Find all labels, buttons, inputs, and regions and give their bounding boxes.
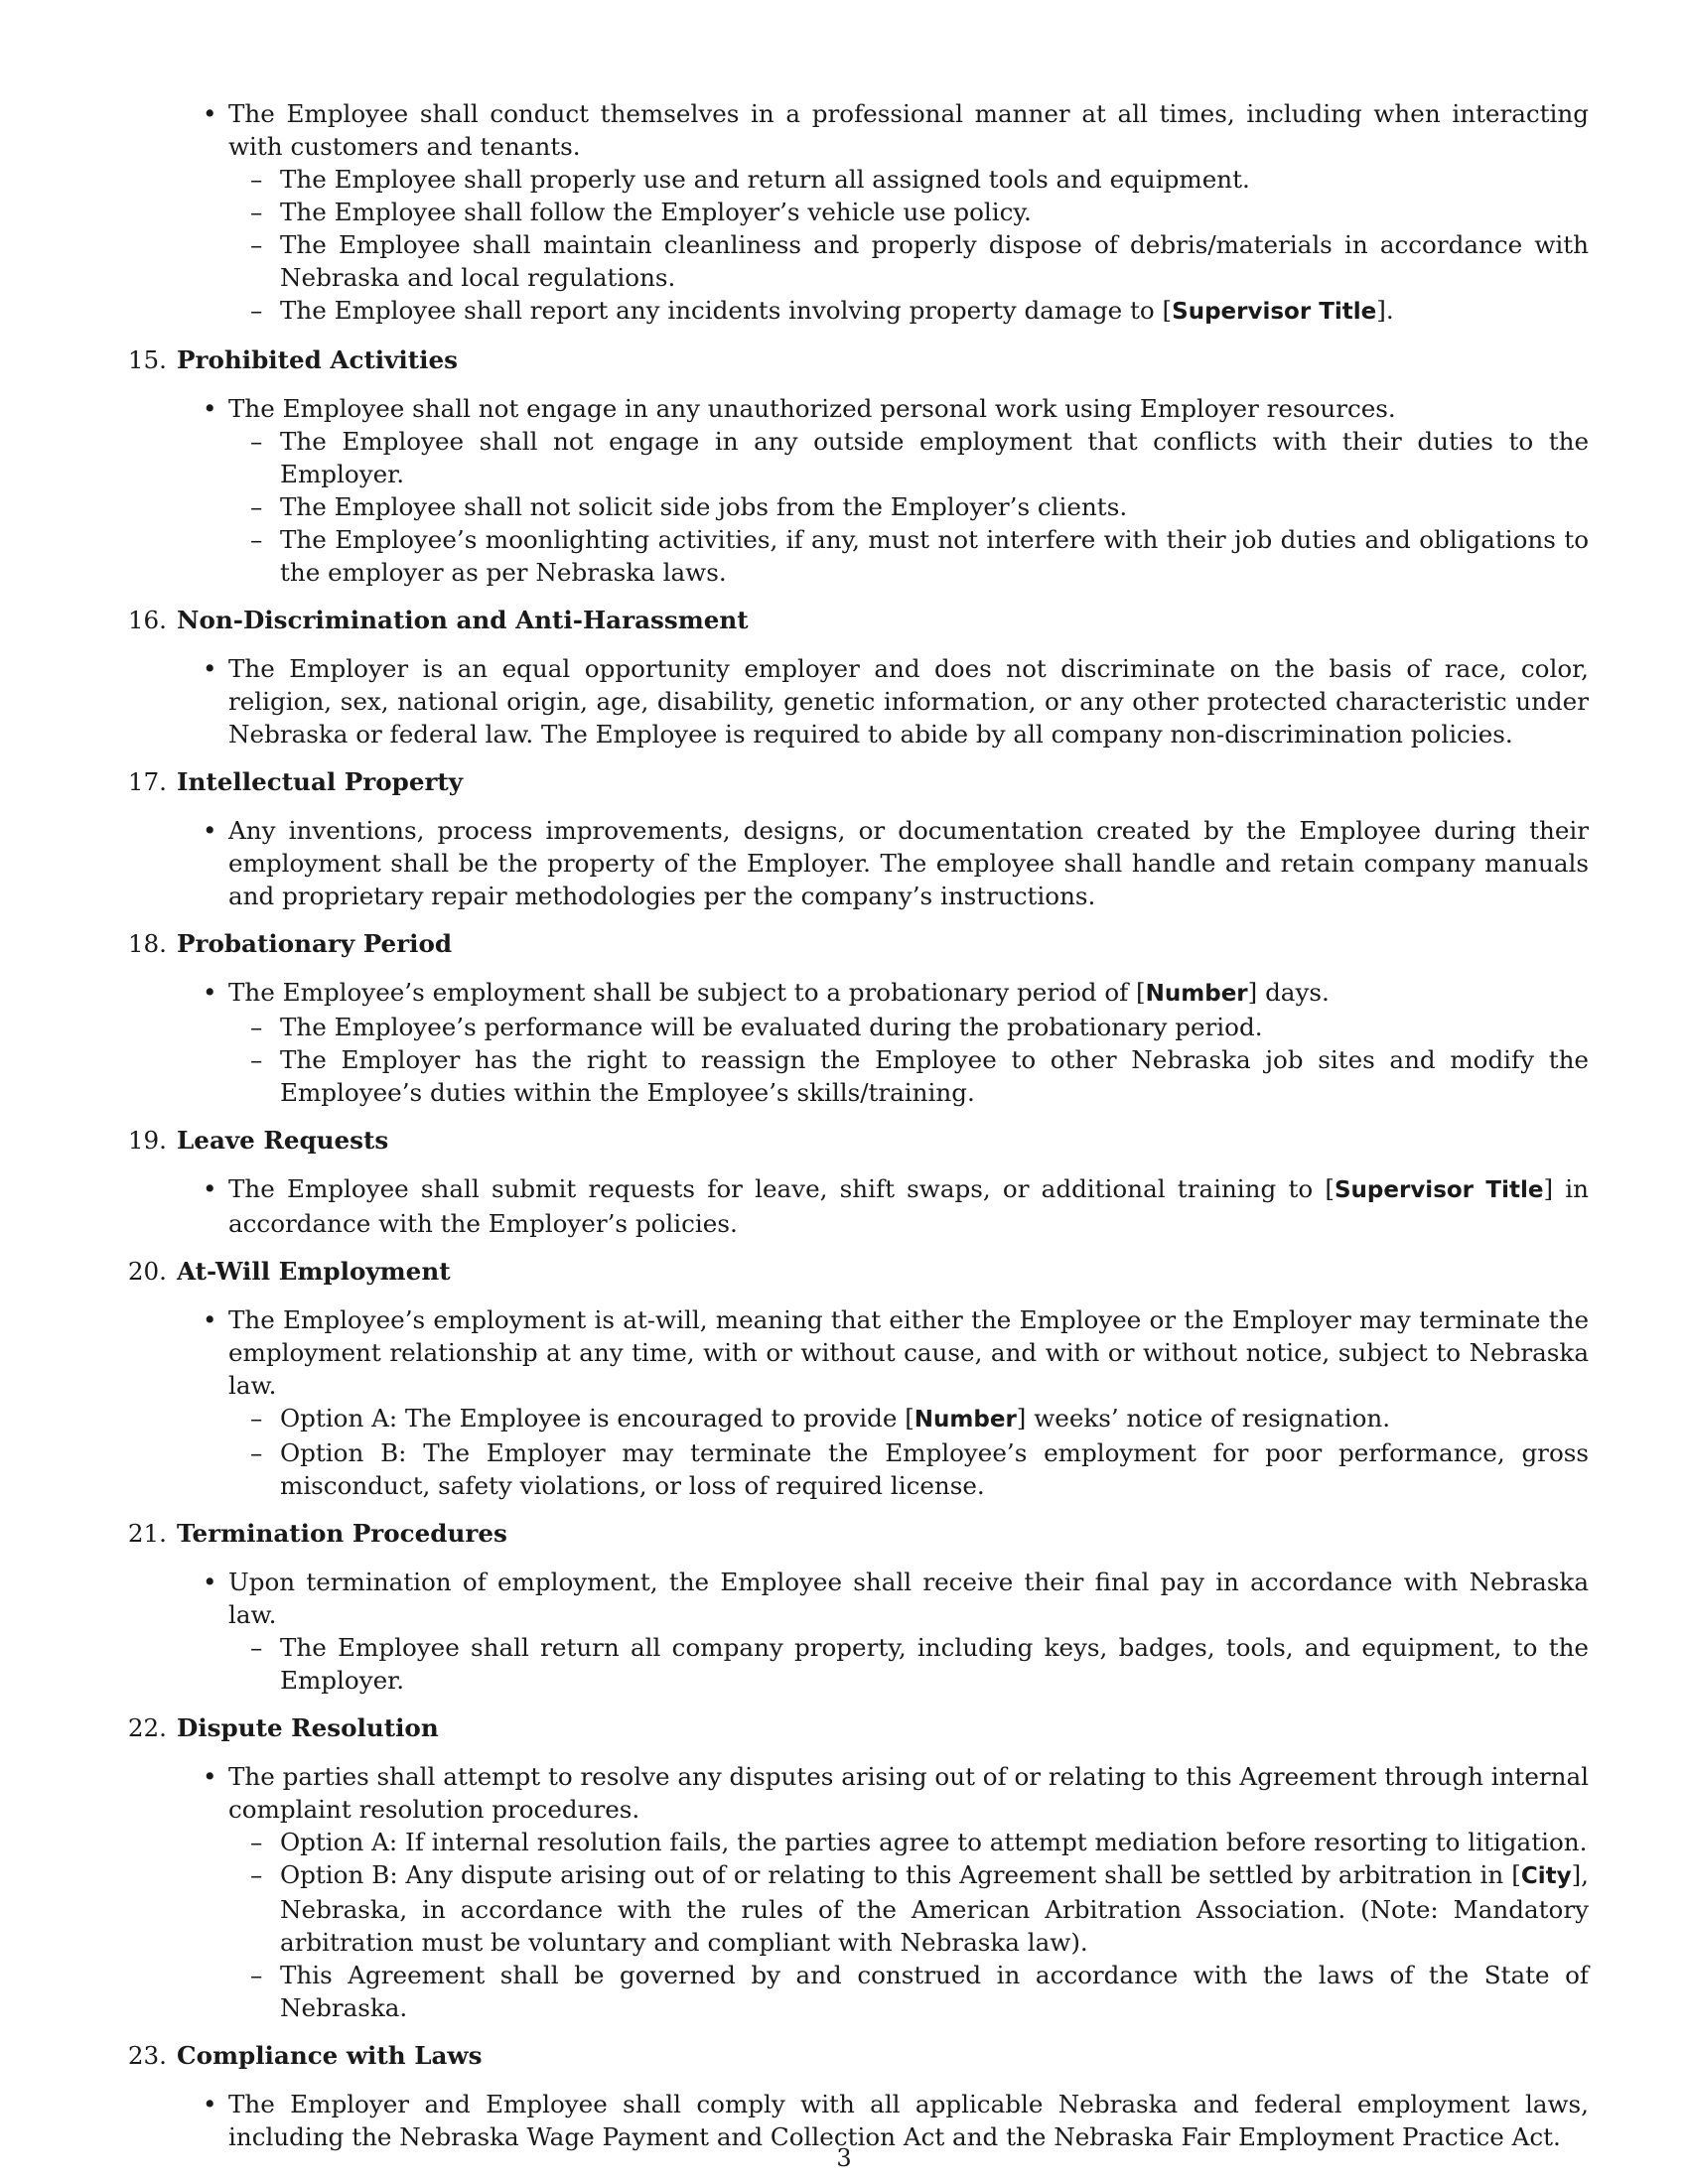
sub-item: – Option B: The Employer may terminate the Employee’s employment for poor performance, gross misconduct, safety violations, or loss of required license. — [119, 1436, 1589, 1502]
section-number: 19. — [127, 1126, 167, 1155]
section-18 — [119, 927, 1589, 1109]
section-23 — [119, 2039, 1589, 2153]
bullet-item: • The Employer is an equal opportunity employer and does not discriminate on the basis of race, color, religion, sex, national origin, age, disability, genetic information, or any other protected characteristic under Nebraska or federal law. The Employee is required to abide by all company non-discrimination policies. — [119, 652, 1589, 751]
section-number: 20. — [127, 1257, 167, 1286]
section-heading — [119, 1711, 1589, 1744]
section-heading — [119, 604, 1589, 636]
sub-item: – The Employee shall properly use and return all assigned tools and equipment. — [119, 163, 1589, 196]
sub-item: – The Employee’s moonlighting activities, if any, must not interfere with their job duties and obligations to the employer as per Nebraska laws. — [119, 523, 1589, 589]
section-number: 23. — [127, 2041, 167, 2070]
section-title: Dispute Resolution — [177, 1713, 439, 1742]
bullet-item — [119, 976, 1589, 1011]
placeholder-number: Number — [914, 1407, 1017, 1433]
text-run: The Employee shall report any incidents involving property damage to [ — [280, 296, 1173, 325]
placeholder-number: Number — [1145, 981, 1248, 1007]
section-heading — [119, 765, 1589, 798]
section-15 — [119, 343, 1589, 589]
section-20 — [119, 1255, 1589, 1502]
sub-item: – The Employee shall return all company property, including keys, badges, tools, and equipment, to the Employer. — [119, 1631, 1589, 1697]
document-page — [119, 97, 1589, 2168]
text-run: ]. — [1376, 296, 1394, 325]
sub-item — [119, 1858, 1589, 1959]
section-title: Leave Requests — [177, 1126, 389, 1155]
placeholder-city: City — [1520, 1863, 1572, 1889]
section-title: Probationary Period — [177, 929, 453, 958]
section-number: 16. — [127, 606, 167, 634]
section-title: Non-Discrimination and Anti-Harassment — [177, 606, 749, 634]
bullet-item: • The Employee shall not engage in any unauthorized personal work using Employer resources. — [119, 392, 1589, 425]
placeholder-supervisor-title: Supervisor Title — [1334, 1177, 1544, 1203]
sub-item: – The Employer has the right to reassign the Employee to other Nebraska job sites and modify the Employee’s duties within the Employee’s skills/training. — [119, 1043, 1589, 1109]
section-heading — [119, 343, 1589, 376]
sub-item: – The Employee shall maintain cleanliness and properly dispose of debris/materials in accordance with Nebraska and local regulations. — [119, 228, 1589, 294]
text-run: Option B: Any dispute arising out of or relating to this Agreement shall be settled by arbitration in [ — [280, 1860, 1521, 1889]
section-17 — [119, 765, 1589, 912]
section-heading — [119, 927, 1589, 960]
section-heading — [119, 1517, 1589, 1550]
section-16 — [119, 604, 1589, 751]
section-title: Prohibited Activities — [177, 345, 458, 374]
sub-item: – The Employee shall follow the Employer’s vehicle use policy. — [119, 196, 1589, 228]
text-run: The Employee shall submit requests for leave, shift swaps, or additional training to [ — [228, 1174, 1335, 1203]
section-number: 17. — [127, 767, 167, 796]
sub-item: – The Employee shall not solicit side jobs from the Employer’s clients. — [119, 490, 1589, 523]
text-run: The Employee’s employment shall be subject to a probationary period of [ — [228, 978, 1146, 1007]
sub-item — [119, 294, 1589, 329]
section-number: 21. — [127, 1519, 167, 1548]
text-run: Option A: The Employee is encouraged to provide [ — [280, 1404, 914, 1433]
text-run: ], Nebraska, in accordance with the rules of the American Arbitration Association. (Note: Mandatory arbitration must be voluntary and compliant with Nebraska law). — [280, 1860, 1589, 1957]
bullet-item: • The Employee shall conduct themselves in a professional manner at all times, including when interacting with customers and tenants. — [119, 97, 1589, 163]
sub-item — [119, 1402, 1589, 1436]
text-run: ] days. — [1247, 978, 1330, 1007]
section-21 — [119, 1517, 1589, 1697]
sub-item: – The Employee shall not engage in any outside employment that conflicts with their duties to the Employer. — [119, 425, 1589, 490]
bullet-item: • The parties shall attempt to resolve any disputes arising out of or relating to this Agreement through internal complaint resolution procedures. — [119, 1760, 1589, 1826]
section-heading — [119, 1255, 1589, 1288]
section-title: Termination Procedures — [177, 1519, 507, 1548]
section-19 — [119, 1124, 1589, 1240]
section-number: 22. — [127, 1713, 167, 1742]
bullet-item — [119, 1172, 1589, 1240]
sub-item: – Option A: If internal resolution fails, the parties agree to attempt mediation before resorting to litigation. — [119, 1826, 1589, 1858]
section-title: Compliance with Laws — [177, 2041, 483, 2070]
text-run: ] weeks’ notice of resignation. — [1016, 1404, 1391, 1433]
sub-item: – This Agreement shall be governed by and construed in accordance with the laws of the State of Nebraska. — [119, 1959, 1589, 2024]
section-14-continuation — [119, 97, 1589, 329]
placeholder-supervisor-title: Supervisor Title — [1172, 299, 1377, 325]
sub-item: – The Employee’s performance will be evaluated during the probationary period. — [119, 1011, 1589, 1043]
section-number: 18. — [127, 929, 167, 958]
text-run: ] in accordance with the Employer’s policies. — [228, 1174, 1589, 1238]
section-22 — [119, 1711, 1589, 2024]
section-heading — [119, 1124, 1589, 1157]
bullet-item: • Any inventions, process improvements, designs, or documentation created by the Employee during their employment shall be the property of the Employer. The employee shall handle and retain company manuals and proprietary repair methodologies per the company’s instructions. — [119, 814, 1589, 912]
bullet-item: • The Employer and Employee shall comply with all applicable Nebraska and federal employment laws, including the Nebraska Wage Payment and Collection Act and the Nebraska Fair Employment Practice Act. — [119, 2088, 1589, 2153]
section-title: Intellectual Property — [177, 767, 464, 796]
section-heading — [119, 2039, 1589, 2072]
page-number: 3 — [836, 2144, 852, 2172]
bullet-item: • The Employee’s employment is at-will, meaning that either the Employee or the Employer may terminate the employment relationship at any time, with or without cause, and with or without notice, subject to Nebraska law. — [119, 1303, 1589, 1402]
section-number: 15. — [127, 345, 167, 374]
bullet-item: • Upon termination of employment, the Employee shall receive their final pay in accordance with Nebraska law. — [119, 1566, 1589, 1631]
section-title: At-Will Employment — [177, 1257, 451, 1286]
